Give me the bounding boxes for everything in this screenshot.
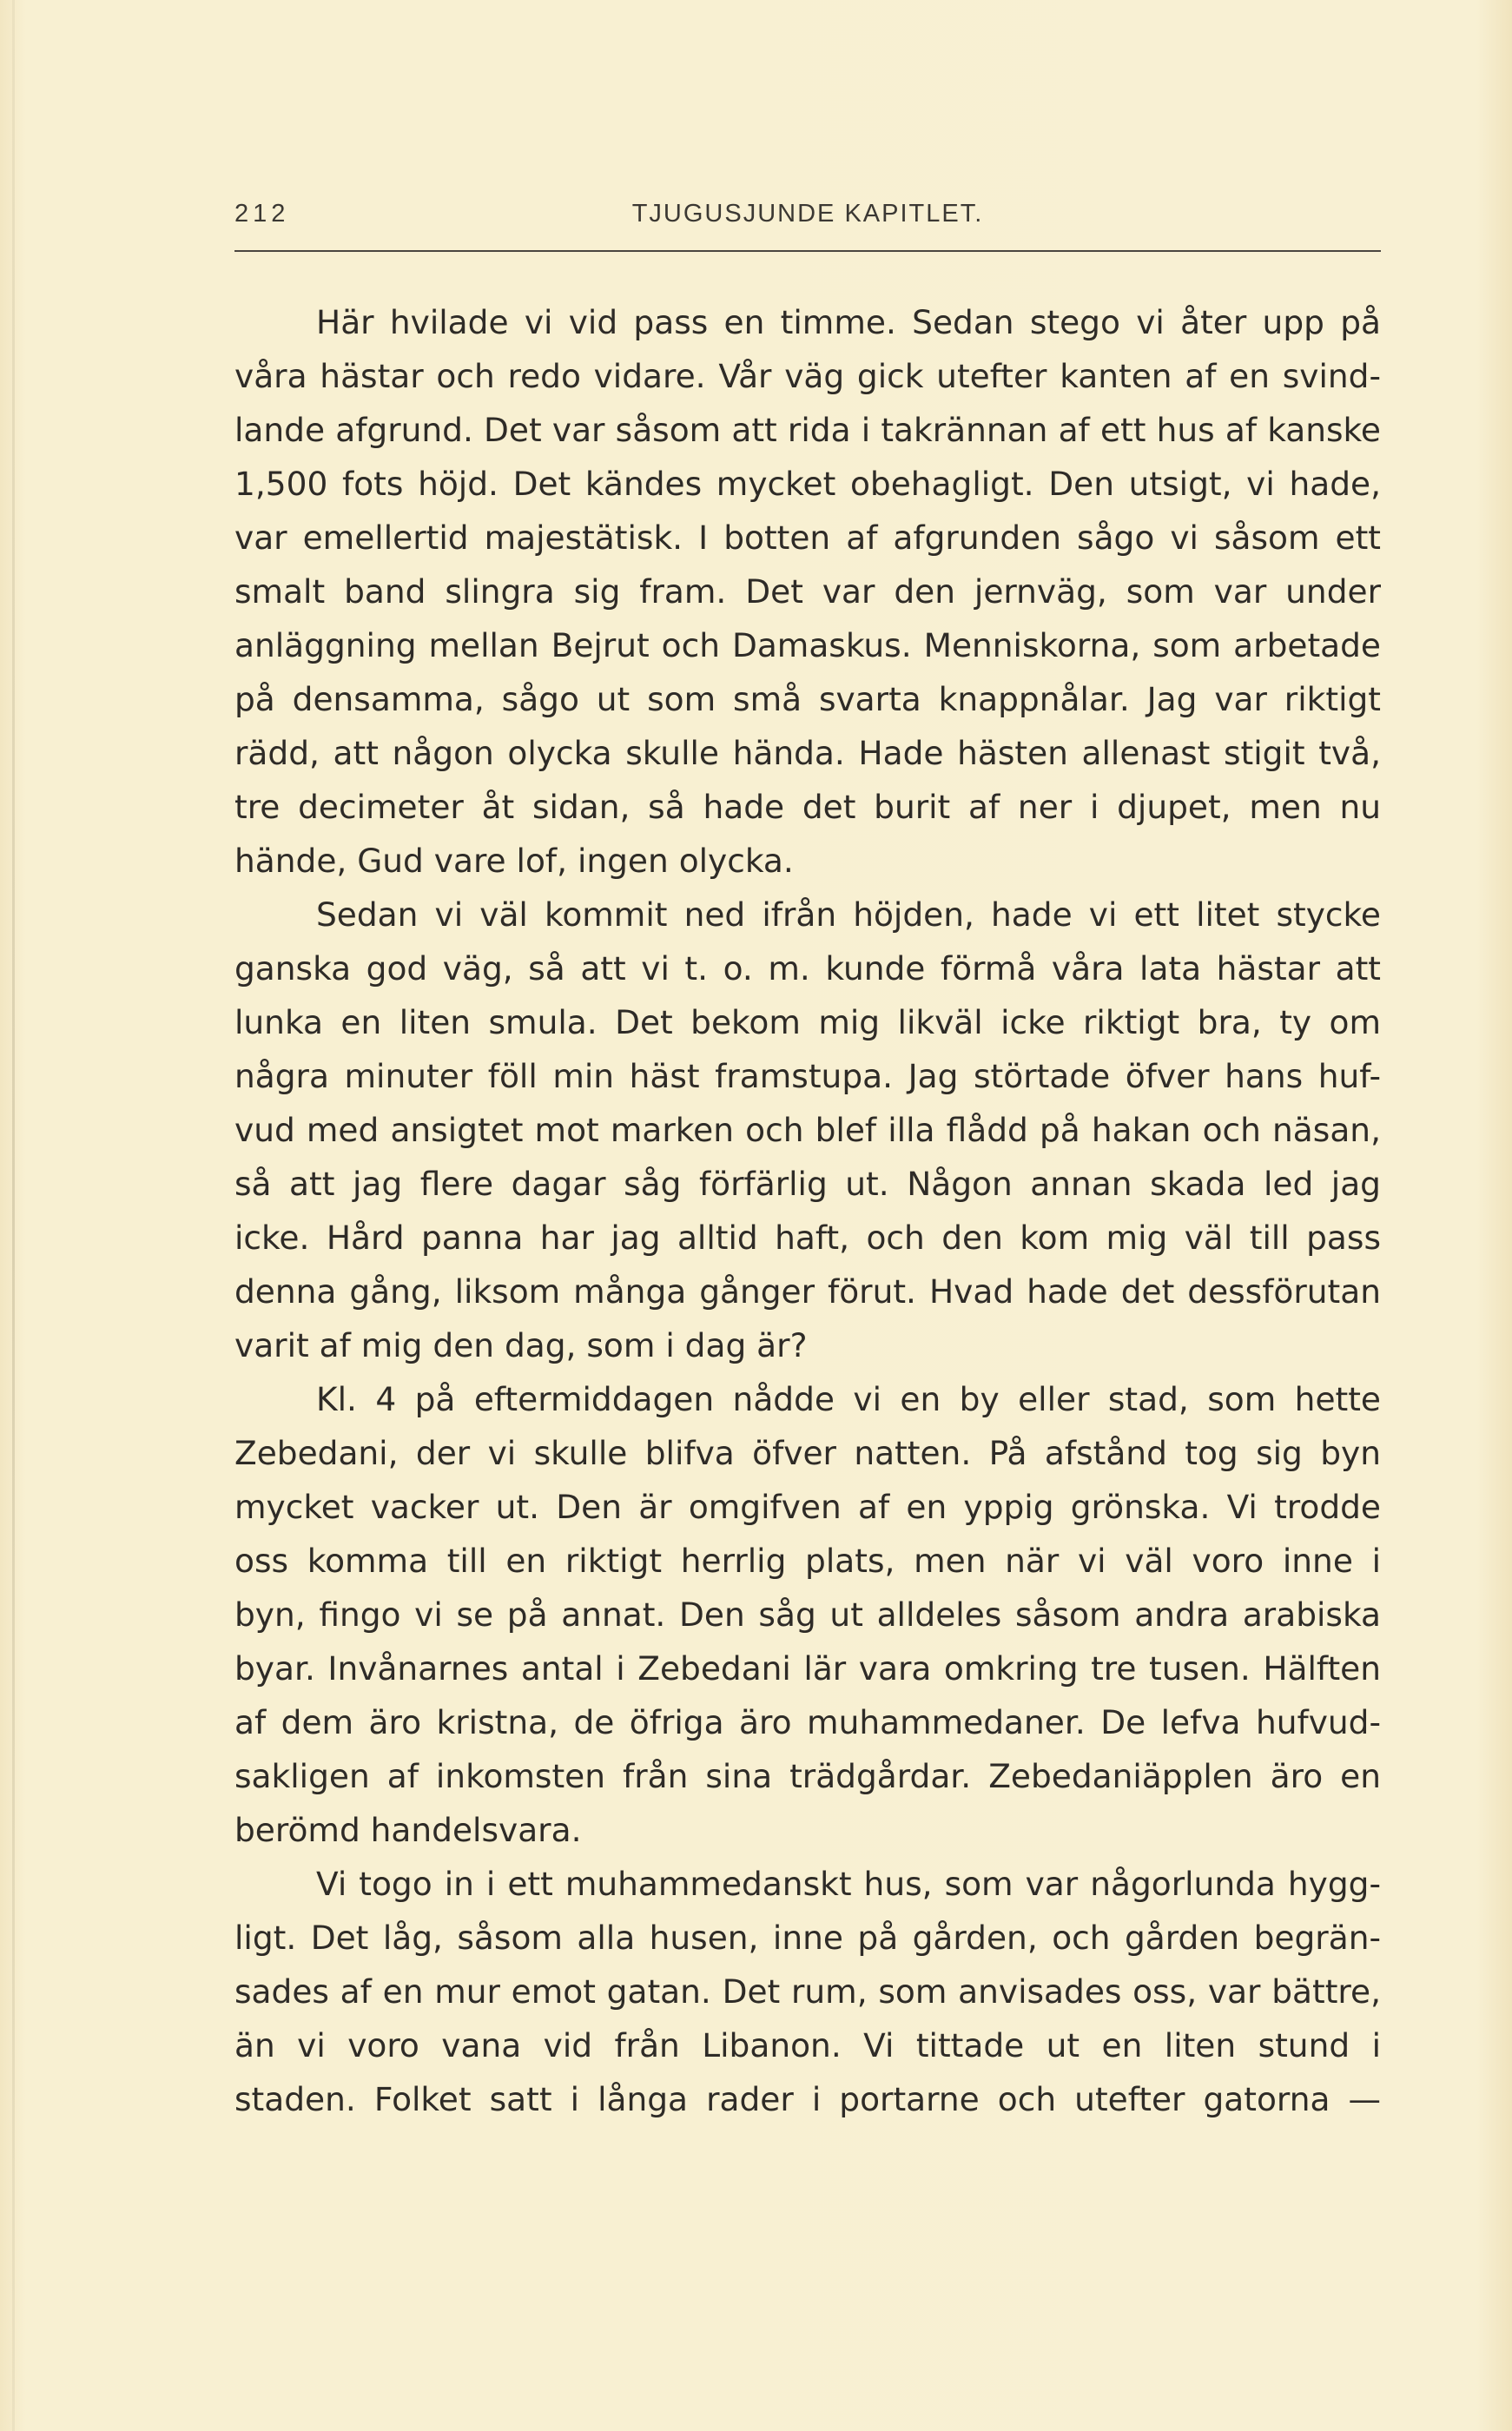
- header-rule: [234, 250, 1381, 252]
- text-line: varit af mig den dag, som i dag är?: [234, 1326, 808, 1364]
- text-line: Vi togo in i ett muhammedanskt hus, som var någorlunda hygg-: [316, 1865, 1381, 1903]
- text-line: Zebedani, der vi skulle blifva öfver natten. På afstånd tog sig byn: [234, 1434, 1381, 1472]
- text-line: mycket vacker ut. Den är omgifven af en yppig grönska. Vi trodde: [234, 1488, 1381, 1526]
- text-line: Sedan vi väl kommit ned ifrån höjden, hade vi ett litet stycke: [316, 895, 1381, 934]
- text-line: byar. Invånarnes antal i Zebedani lär vara omkring tre tusen. Hälften: [234, 1649, 1381, 1688]
- text-line: Här hvilade vi vid pass en timme. Sedan stego vi åter upp på: [316, 303, 1381, 341]
- body-text: [234, 295, 1381, 2126]
- running-head: TJUGUSJUNDE KAPITLET.: [631, 200, 984, 228]
- text-line: sades af en mur emot gatan. Det rum, som anvisades oss, var bättre,: [234, 1972, 1381, 2011]
- text-line: så att jag flere dagar såg förfärlig ut. Någon annan skada led jag: [234, 1165, 1381, 1203]
- text-line: staden. Folket satt i långa rader i portarne och utefter gatorna —: [234, 2080, 1381, 2118]
- page-edge-shadow: [12, 0, 15, 2431]
- text-line: tre decimeter åt sidan, så hade det burit af ner i djupet, men nu: [234, 788, 1381, 826]
- text-line: berömd handelsvara.: [234, 1811, 582, 1849]
- text-line: denna gång, liksom många gånger förut. Hvad hade det dessförutan: [234, 1272, 1381, 1311]
- text-line: sakligen af inkomsten från sina trädgårdar. Zebedaniäpplen äro en: [234, 1757, 1381, 1795]
- text-line: oss komma till en riktigt herrlig plats, men när vi väl voro inne i: [234, 1542, 1381, 1580]
- text-line: hände, Gud vare lof, ingen olycka.: [234, 842, 794, 880]
- text-line: rädd, att någon olycka skulle hända. Hade hästen allenast stigit två,: [234, 734, 1381, 772]
- text-line: ligt. Det låg, såsom alla husen, inne på gården, och gården begrän-: [234, 1919, 1381, 1957]
- text-line: lunka en liten smula. Det bekom mig likväl icke riktigt bra, ty om: [234, 1003, 1381, 1041]
- text-line: ganska god väg, så att vi t. o. m. kunde förmå våra lata hästar att: [234, 949, 1381, 988]
- text-line: var emellertid majestätisk. I botten af afgrunden sågo vi såsom ett: [234, 519, 1381, 557]
- text-line: af dem äro kristna, de öfriga äro muhammedaner. De lefva hufvud-: [234, 1703, 1381, 1741]
- text-line: icke. Hård panna har jag alltid haft, och den kom mig väl till pass: [234, 1219, 1381, 1257]
- text-line: Kl. 4 på eftermiddagen nådde vi en by eller stad, som hette: [316, 1380, 1381, 1418]
- text-line: lande afgrund. Det var såsom att rida i takrännan af ett hus af kanske: [234, 411, 1381, 449]
- text-line: 1,500 fots höjd. Det kändes mycket obehagligt. Den utsigt, vi hade,: [234, 465, 1381, 503]
- text-line: anläggning mellan Bejrut och Damaskus. Menniskorna, som arbetade: [234, 626, 1381, 664]
- text-line: byn, fingo vi se på annat. Den såg ut alldeles såsom andra arabiska: [234, 1595, 1381, 1634]
- page-header: [234, 198, 1381, 241]
- text-line: några minuter föll min häst framstupa. Jag störtade öfver hans huf-: [234, 1057, 1381, 1095]
- page-number: 212: [234, 200, 290, 228]
- text-line: smalt band slingra sig fram. Det var den jernväg, som var under: [234, 572, 1381, 611]
- text-line: våra hästar och redo vidare. Vår väg gick utefter kanten af en svind-: [234, 357, 1381, 395]
- text-line: på densamma, sågo ut som små svarta knappnålar. Jag var riktigt: [234, 680, 1381, 718]
- text-line: än vi voro vana vid från Libanon. Vi tittade ut en liten stund i: [234, 2026, 1381, 2064]
- text-line: vud med ansigtet mot marken och blef illa flådd på hakan och näsan,: [234, 1111, 1381, 1149]
